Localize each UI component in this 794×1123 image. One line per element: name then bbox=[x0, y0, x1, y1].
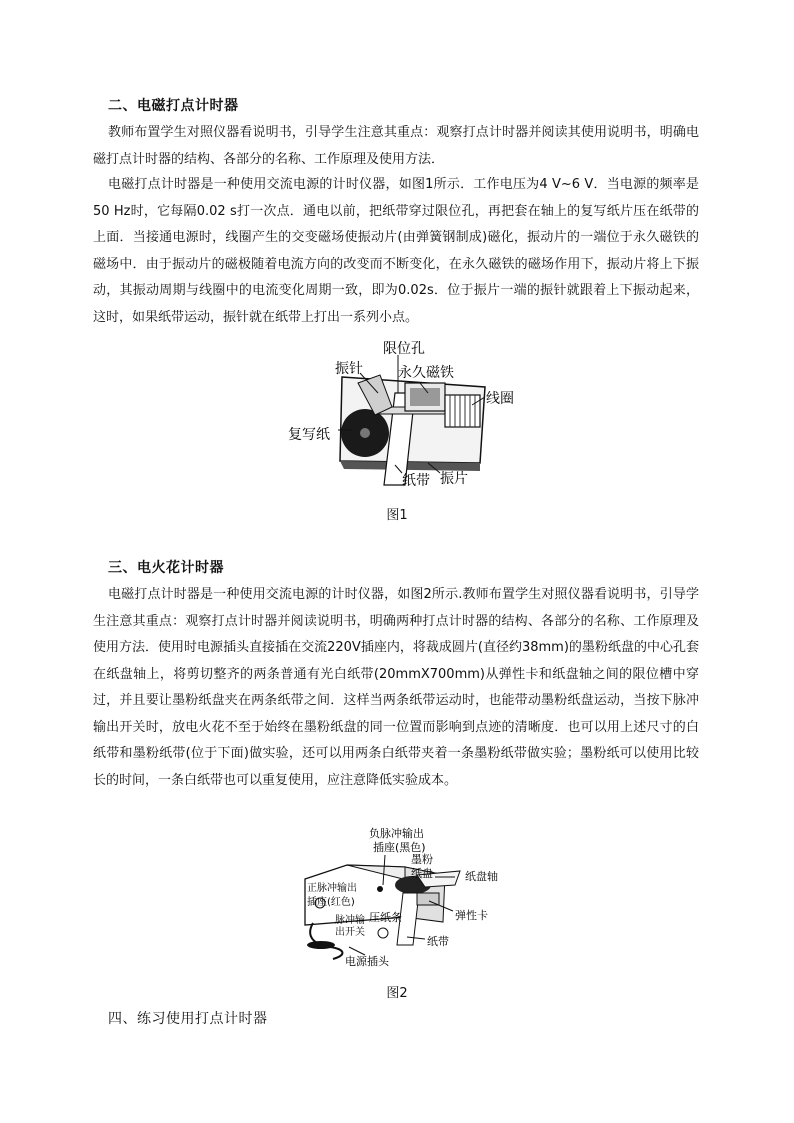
label-neg-socket-1: 负脉冲输出 bbox=[369, 827, 424, 840]
label-toner-2: 纸盘 bbox=[411, 867, 433, 880]
label-switch-1: 脉冲输 bbox=[335, 915, 365, 926]
label-switch-2: 出开关 bbox=[335, 927, 365, 938]
label-neg-socket-2: 插座(黑色) bbox=[373, 841, 426, 854]
section2-paragraph-2: 电磁打点计时器是一种使用交流电源的计时仪器，如图1所示．工作电压为4 V~6 V．当电源的频率是50 Hz时，它每隔0.02 s打一次点．通电以前，把纸带穿过限位孔，再把套在轴上的复写纸片压在纸带的上面．当接通电源时，线圈产生的交变磁场使振动片(由弹簧钢制成)磁化，振动片的一端位于永久磁铁的磁场中．由于振动片的磁极随着电流方向的改变而不断变化，在永久磁铁的磁场作用下，振动片将上下振动，其振动周期与线圈中的电流变化周期一致，即为0.02s．位于振片一端的振针就跟着上下振动起来，这时，如果纸带运动，振针就在纸带上打出一系列小点。 bbox=[93, 177, 699, 325]
label-permanent-magnet: 永久磁铁 bbox=[398, 365, 454, 381]
pulse-switch bbox=[378, 928, 388, 938]
label-toner-1: 墨粉 bbox=[411, 853, 433, 866]
label-elastic-clip: 弹性卡 bbox=[455, 909, 488, 922]
label-pos-socket-2: 插座(红色) bbox=[307, 897, 355, 908]
magnet-core bbox=[410, 388, 440, 406]
section3-paragraph: 电磁打点计时器是一种使用交流电源的计时仪器，如图2所示.教师布置学生对照仪器看说明书，引导学生注意其重点：观察打点计时器并阅读说明书，明确两种打点计时器的结构、各部分的名称、工作原理及使用方法．使用时电源插头直接插在交流220V插座内，将裁成圆片(直径约38mm)的墨粉纸盘的中心孔套在纸盘轴上，将剪切整齐的两条普通有光白纸带(20mmX700mm)从弹性卡和纸盘轴之间的限位槽中穿过，并且要让墨粉纸盘夹在两条纸带之间．这样当两条纸带运动时，也能带动墨粉纸盘运动，当按下脉冲输出开关时，放电火花不至于始终在墨粉纸盘的同一位置而影响到点迹的清晰度．也可以用上述尺寸的白纸带和墨粉纸带(位于下面)做实验，还可以用两条白纸带夹着一条墨粉纸带做实验；墨粉纸可以使用比较长的时间，一条白纸带也可以重复使用，应注意降低实验成本。 bbox=[93, 587, 699, 788]
figure-1-caption: 图1 bbox=[386, 508, 408, 523]
label-press-strip: 压纸条 bbox=[369, 911, 402, 924]
label-needle: 振针 bbox=[335, 361, 363, 377]
label-pos-socket-1: 正脉冲输出 bbox=[307, 883, 357, 894]
carbon-paper-axle bbox=[360, 428, 370, 438]
label-disk-axle: 纸盘轴 bbox=[465, 870, 498, 883]
label-carbon-paper: 复写纸 bbox=[288, 427, 330, 443]
label-power-plug: 电源插头 bbox=[345, 955, 389, 968]
figure-2-caption: 图2 bbox=[386, 986, 408, 1001]
label-limit-hole: 限位孔 bbox=[383, 341, 425, 357]
section2-paragraph-1: 教师布置学生对照仪器看说明书，引导学生注意其重点：观察打点计时器并阅读其使用说明书，明确电磁打点计时器的结构、各部分的名称、工作原理及使用方法． bbox=[93, 125, 699, 167]
power-plug bbox=[307, 941, 335, 949]
section2-heading: 二、电磁打点计时器 bbox=[108, 98, 239, 114]
elastic-clip bbox=[417, 893, 439, 905]
label-paper-tape: 纸带 bbox=[402, 473, 430, 489]
figure-1-electromagnetic-timer bbox=[280, 335, 525, 495]
label-tape: 纸带 bbox=[427, 935, 449, 948]
section3-heading: 三、电火花计时器 bbox=[108, 560, 224, 576]
section4-heading: 四、练习使用打点计时器 bbox=[108, 1011, 268, 1027]
label-coil: 线圈 bbox=[486, 391, 514, 407]
negative-socket bbox=[377, 886, 383, 892]
figure-2-spark-timer bbox=[285, 827, 520, 969]
label-vibrating-plate: 振片 bbox=[440, 471, 468, 487]
